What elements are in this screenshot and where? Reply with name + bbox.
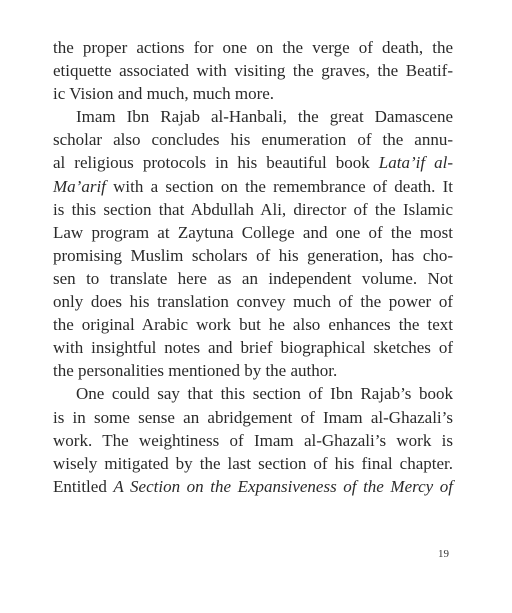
body-text-line: is this section that Abdullah Ali, director of the Islamic: [53, 199, 453, 219]
body-text-line: Entitled A Section on the Expansiveness of the Mercy of: [53, 476, 453, 496]
body-text-line: only does his translation convey much of the power of: [53, 292, 453, 312]
body-text-line: wisely mitigated by the last section of his final chapter.: [53, 453, 453, 473]
body-text-line: work. The weightiness of Imam al-Ghazali’s work is: [53, 430, 453, 450]
body-text-line: the original Arabic work but he also enhances the text: [53, 315, 453, 335]
body-text-line: promising Muslim scholars of his generation, has cho-: [53, 245, 453, 265]
body-text-line: ic Vision and much, much more.: [53, 84, 275, 104]
body-text-line: is in some sense an abridgement of Imam al-Ghazali’s: [53, 407, 453, 427]
body-text-line: Law program at Zaytuna College and one of the most: [53, 222, 453, 242]
body-text-line: al religious protocols in his beautiful book Lata’if al-: [53, 153, 454, 173]
body-text-line: etiquette associated with visiting the graves, the Beatif-: [53, 61, 453, 81]
body-text-line: One could say that this section of Ibn Rajab’s book: [76, 384, 453, 404]
body-text-line: the proper actions for one on the verge of death, the: [53, 38, 453, 57]
body-text-line: Imam Ibn Rajab al-Hanbali, the great Damascene: [76, 107, 453, 127]
body-text-line: sen to translate here as an independent volume. Not: [53, 268, 453, 288]
page-body: [53, 36, 453, 498]
body-text-line: scholar also concludes his enumeration of the annu-: [53, 130, 453, 150]
page-number: 19: [438, 548, 449, 560]
body-text-line: Ma’arif with a section on the remembrance of death. It: [53, 176, 453, 196]
body-text-line: with insightful notes and brief biographical sketches of: [53, 338, 453, 358]
body-text-line: the personalities mentioned by the author.: [53, 361, 338, 381]
